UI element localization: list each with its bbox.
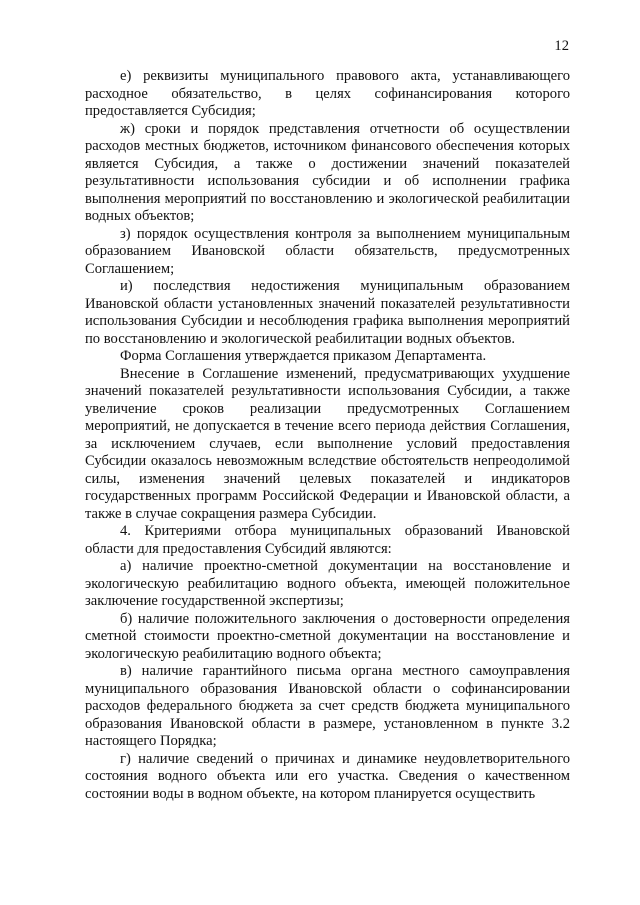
page-number: 12: [554, 38, 569, 54]
paragraph-criterion-a: а) наличие проектно-сметной документации на восстановление и экологическую реабилитацию водного объекта, имеющей положительное заключение государственной экспертизы;: [85, 558, 570, 609]
paragraph-criterion-b: б) наличие положительного заключения о достоверности определения сметной стоимости проектно-сметной документации на восстановление и экологическую реабилитацию водного объекта;: [85, 610, 570, 662]
paragraph-zh: ж) сроки и порядок представления отчетности об осуществлении расходов местных бюджетов, источником финансового обеспечения которых является Субсидия, а также о достижении значений показателей результативности использования субсидии и об исполнении графика выполнения мероприятий по восстановлению и экологической реабилитации водных объектов;: [85, 120, 570, 224]
paragraph-agreement-form: Форма Соглашения утверждается приказом Департамента.: [120, 348, 487, 364]
paragraph-criterion-v: в) наличие гарантийного письма органа местного самоуправления муниципального образования Ивановской области о софинансировании расходов федерального бюджета за счет средств бюджета муниципального образования Ивановской области в размере, установленном в пункте 3.2 настоящего Порядка;: [85, 663, 570, 749]
paragraph-i: и) последствия недостижения муниципальным образованием Ивановской области установленных значений показателей результативности использования Субсидии и несоблюдения графика выполнения мероприятий по восстановлению и экологической реабилитации водных объектов.: [85, 278, 570, 347]
paragraph-criterion-g: г) наличие сведений о причинах и динамике неудовлетворительного состояния водного объекта или его участка. Сведения о качественном состоянии воды в водном объекте, на котором планируется осуществить: [85, 750, 570, 802]
document-body: [85, 68, 570, 803]
paragraph-section-4: 4. Критериями отбора муниципальных образований Ивановской области для предоставления Субсидий являются:: [85, 523, 570, 557]
paragraph-agreement-changes: Внесение в Соглашение изменений, предусматривающих ухудшение значений показателей результативности использования Субсидии, а также увеличение сроков реализации предусмотренных Соглашением мероприятий, не допускается в течение всего периода действия Соглашения, за исключением случаев, если выполнение условий предоставления Субсидии оказалось невозможным вследствие обстоятельств непреодолимой силы, изменения значений целевых показателей и индикаторов государственных программ Российской Федерации и Ивановской области, а также в случае сокращения размера Субсидии.: [85, 365, 570, 522]
paragraph-z: з) порядок осуществления контроля за выполнением муниципальным образованием Ивановской области обязательств, предусмотренных Соглашением;: [85, 225, 570, 277]
paragraph-e: е) реквизиты муниципального правового акта, устанавливающего расходное обязательство, в целях софинансирования которого предоставляется Субсидия;: [85, 68, 570, 119]
